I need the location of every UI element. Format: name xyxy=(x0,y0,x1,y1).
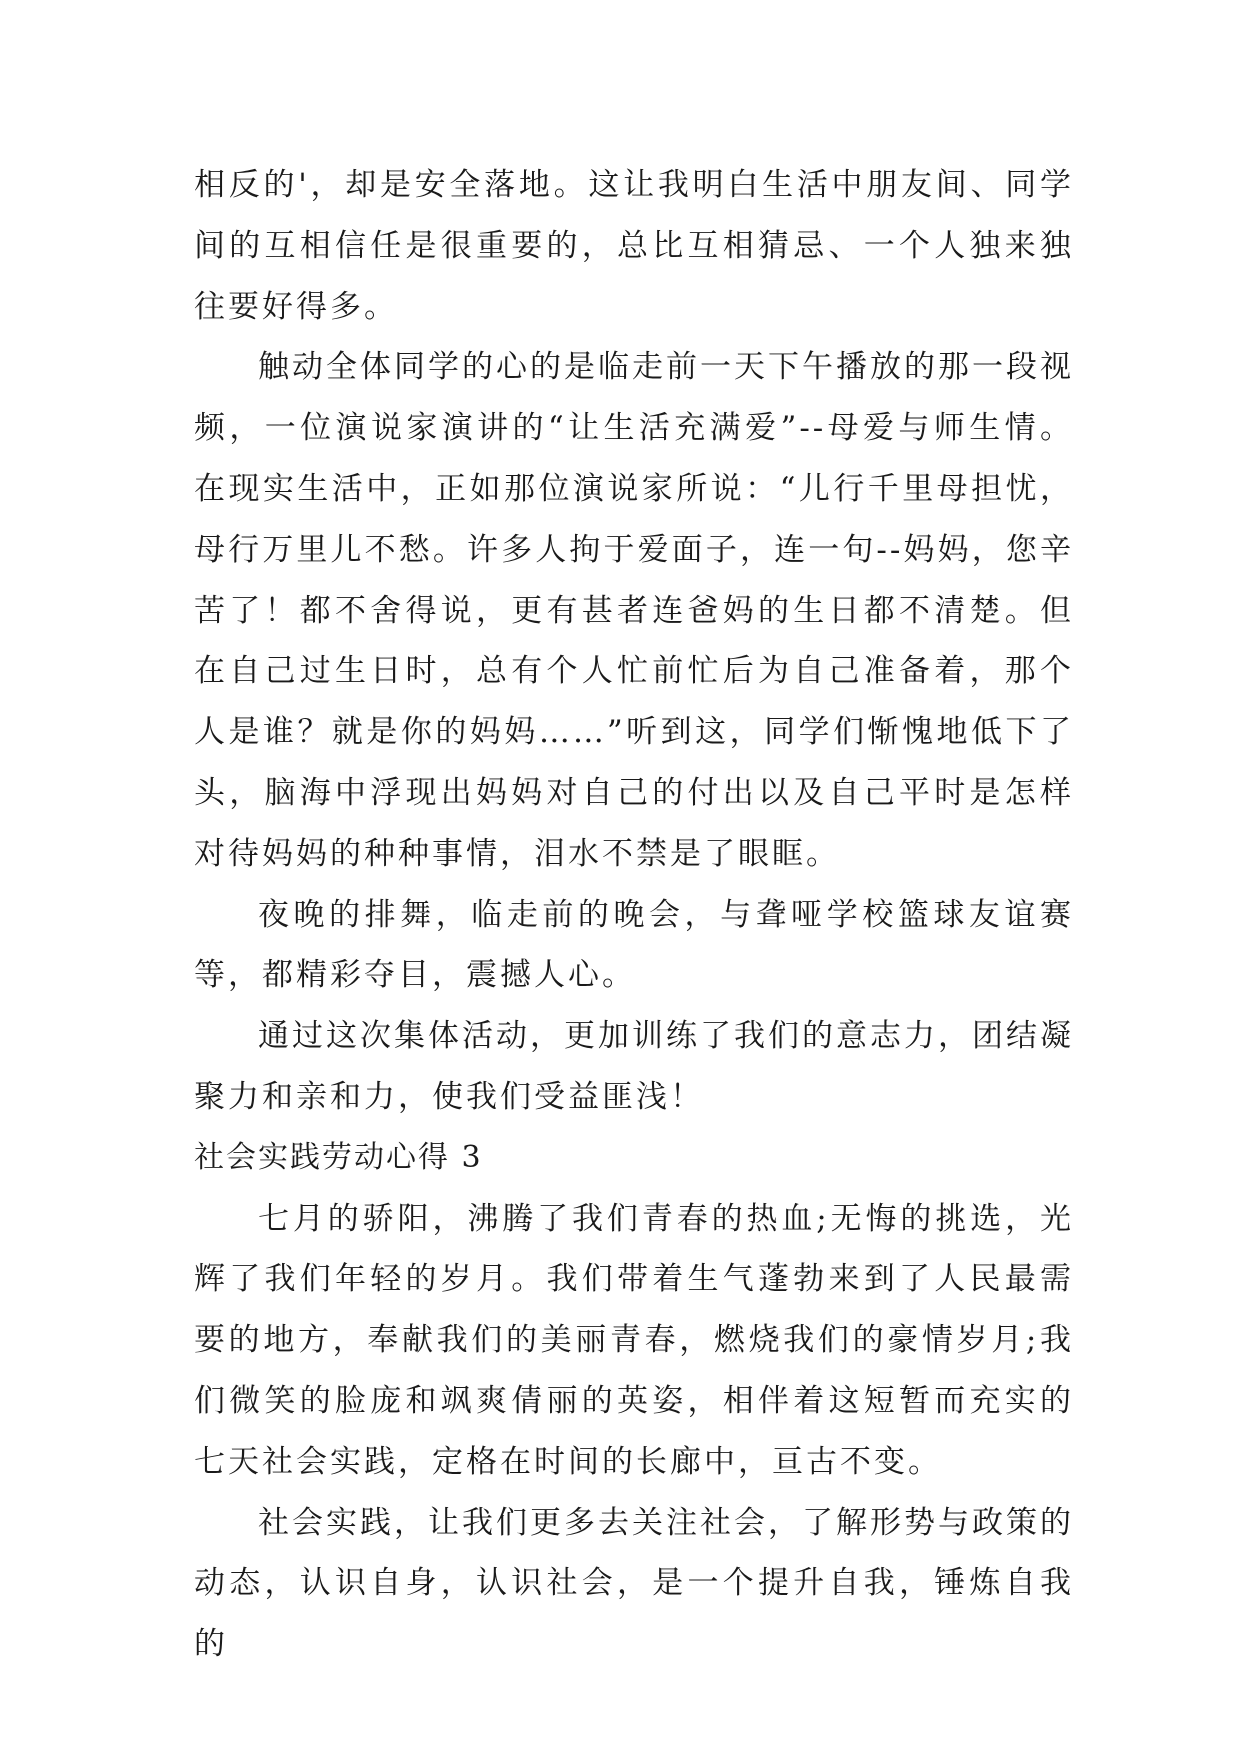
paragraph-evening: 夜晚的排舞，临走前的晚会，与聋哑学校篮球友谊赛等，都精彩夺目，震撼人心。 xyxy=(194,896,1074,994)
paragraph-trust: 相反的'，却是安全落地。这让我明白生活中朋友间、同学间的互相信任是很重要的，总比互相猜忌、一个人独来独往要好得多。 xyxy=(194,167,1074,325)
document-body xyxy=(194,155,1074,1675)
paragraph-july: 七月的骄阳，沸腾了我们青春的热血;无悔的挑选，光辉了我们年轻的岁月。我们带着生气蓬勃来到了人民最需要的地方，奉献我们的美丽青春，燃烧我们的豪情岁月;我们微笑的脸庞和飒爽倩丽的英姿，相伴着这短暂而充实的七天社会实践，定格在时间的长廊中，亘古不变。 xyxy=(194,1200,1074,1480)
paragraph-summary: 通过这次集体活动，更加训练了我们的意志力，团结凝聚力和亲和力，使我们受益匪浅！ xyxy=(194,1018,1074,1115)
section-heading: 社会实践劳动心得 3 xyxy=(194,1139,483,1175)
paragraph-video: 触动全体同学的心的是临走前一天下午播放的那一段视频，一位演说家演讲的“让生活充满爱”--母爱与师生情。在现实生活中，正如那位演说家所说：“儿行千里母担忧，母行万里儿不愁。许多人拘于爱面子，连一句--妈妈，您辛苦了！都不舍得说，更有甚者连爸妈的生日都不清楚。但在自己过生日时，总有个人忙前忙后为自己准备着，那个人是谁？就是你的妈妈……”听到这，同学们惭愧地低下了头，脑海中浮现出妈妈对自己的付出以及自己平时是怎样对待妈妈的种种事情，泪水不禁是了眼眶。 xyxy=(194,349,1074,872)
paragraph-practice: 社会实践，让我们更多去关注社会，了解形势与政策的动态，认识自身，认识社会，是一个提升自我，锤炼自我的 xyxy=(194,1504,1074,1663)
